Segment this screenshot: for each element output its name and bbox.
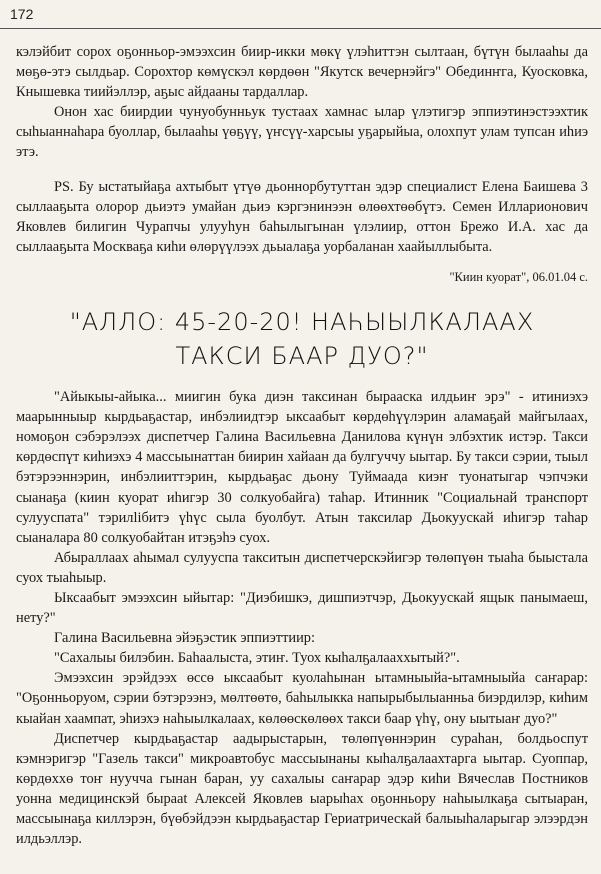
paragraph: "Сахалыы билэбин. Баһаалыста, этиҥ. Туох кыһалҕалааххытый?". [54,650,460,667]
paragraph: "Айыкыы-айыка... миигин бука диэн таксинан бырааска илдьиҥ эрэ" - итиниэхэ маарынныыр кырдьаҕастар, инбэлиидтэр ыксаабыт көрдөһүүлэрин аламаҕай майгылаах, номоҕон сэбэрэлээх диспетчер Галина Васильевна Данилова күнүн элбэхтик истэр. Такси көрдөспүт киһиэхэ 4 массыынаттан биирин хайаан да булгуччу ыытар. Бу такси сэрии, тыыл бэтэрээннэрин, инбэлииттэрин, кырдьаҕас дьону Туймаада киэҥ туонатыгар чэпчэки сыанаҕа (киин куорат иһигэр 30 солкуобайга) таһар. Итинник "Социальнай транспорт сулууспата" тэрилliбитэ үһүс сыла буолбут. Атын таксилар Дьокуускай иһигэр таһар сыаналара 80 солкуобайтан итэҕэһэ суох. [16,389,588,546]
source-citation: "Киин куорат", 06.01.04 с. [449,269,588,284]
paragraph: Онон хас биирдии чунуобунньук тустаах хамнас ылар үлэтигэр эппиэтинэстээхтик сыһыаннаһара буоллар, былааһы үөҕүү, үҥсүү-харсыы уҕарыйыа, олохпут улам тупсан иһиэ этэ. [16,104,588,161]
paragraph: Ыксаабыт эмээхсин ыйытар: "Диэбишкэ, дишпиэтчэр, Дьокуускай ящык панымаеш, нету?" [16,589,588,627]
paragraph: Диспетчер кырдьаҕастар аадырыстарын, төлөпүөннэрин сураһан, болдьоспут кэмнэригэр "Газель такси" микроавтобус массыынаны кыһалҕалаахтарга ыытар. Суоппар, көрдөххө тоҥ нуучча гынан баран, уу сахалыы саҥарар эдэр киһи Вячеслав Постников уонна медицинскэй бырааt Алексей Яковлев ыарыһах оҕонньору наһыылкаҕа сытыаран, массыынаҕа киллэрэн, бүөбэйдээн кырдьаҕастар Гериатрическай балыыһаларыгар элээрдэн илдьэллэр. [16,730,588,848]
headline-line-2: ТАКСИ БААР ДУО?" [175,342,429,371]
paragraph: Галина Васильевна эйэҕэстик эппиэттиир: [54,630,315,647]
article-headline [16,305,588,373]
header-rule [0,28,601,29]
ps-paragraph: PS. Бу ыстатыйаҕа ахтыбыт үтүө дьоннорбутуттан эдэр специалист Елена Баишева 3 сыллааҕыта олорор дьиэтэ умайан дьиэ кэргэнинээн өлөөхтөөбүтэ. Семен Илларионович Яковлев билигин Чурапчы улууһун баһылыгынан үлэлиир, оттон Брежо И.А. хас да сыллааҕыта Москваҕа киһи өлөрүүлээх дьыалаҕа уорбаланан хаайыллыбыта. [16,178,588,255]
paragraph: Абыраллаах аһымал сулууспа такситын диспетчерскэйигэр төлөпүөн тыаһа быыстала суох тыаһыыр. [16,549,588,586]
paragraph: Эмээхсин эрэйдээх өссө ыксаабыт куолаһынан ытамныыйа-ытамныыйа саҥарар: "Оҕонньоруом, сэрии бэтэрээнэ, мөлтөөтө, баһылыкка напырыбылыанньа биэрдилэр, киһим кыайан хаампат, эһиэхэ наһыылкалаах, көлөөскөлөөх такси баар үһү, ону ыытыаҥ дуо?" [16,670,588,727]
headline-line-1: "АЛЛО: 45-20-20! НАҺЫЫЛКАЛААХ [69,308,535,337]
spacer [16,163,588,177]
article-body [16,42,588,849]
paragraph: кэлэйбит сорох оҕонньор-эмээхсин биир-икки мөкү үлэһиттэн сылтаан, бүтүн былааһы да мөҕө-этэ сылдьар. Сорохтор көмүскэл көрдөөн "Якутск вечернэйгэ" Обединҥга, Куосковка, Кнышевка тиийэллэр, аҕыс айдааны тардаллар. [16,44,588,101]
page-number: 172 [10,6,34,22]
